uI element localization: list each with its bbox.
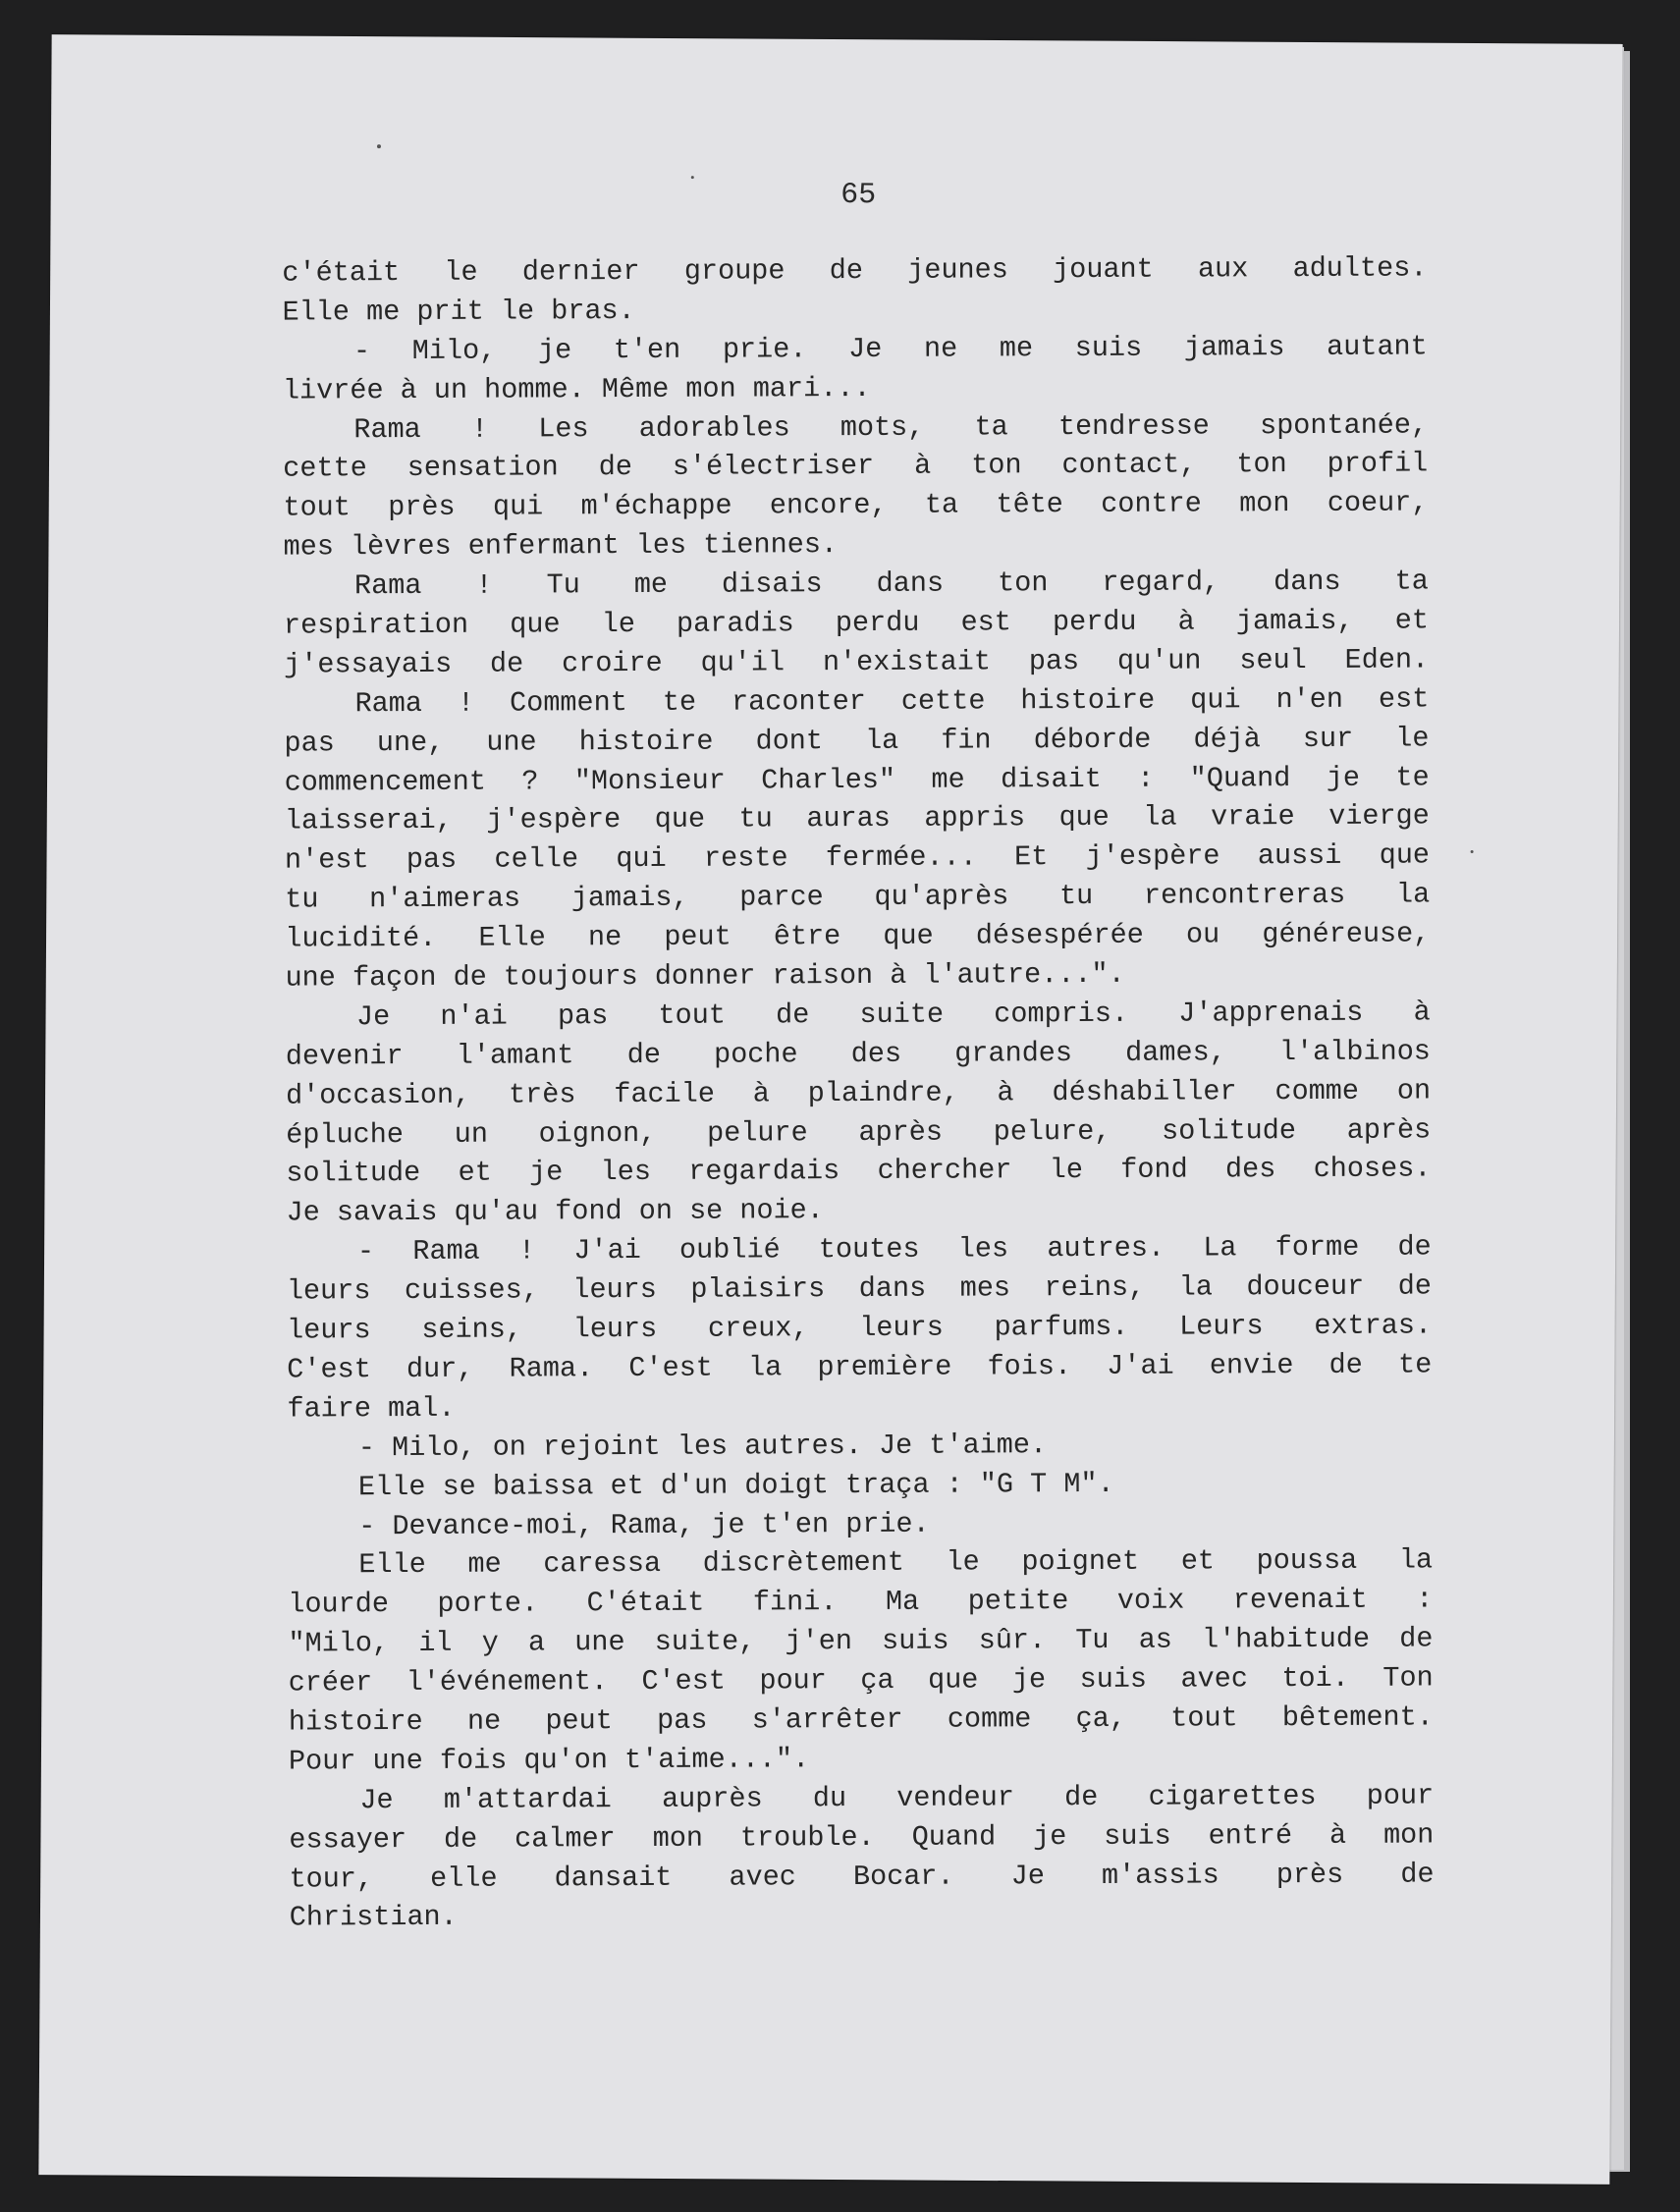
text-line: leurs cuisses, leurs plaisirs dans mes reins, la douceur de (286, 1269, 1432, 1308)
document-page (38, 34, 1622, 2185)
text-line: lucidité. Elle ne peut être que désespérée ou généreuse, (285, 917, 1431, 955)
text-line: créer l'événement. C'est pour ça que je suis avec toi. Ton (288, 1661, 1434, 1699)
text-line: Rama ! Les adorables mots, ta tendresse spontanée, (353, 408, 1429, 446)
paper-speck (1471, 850, 1474, 853)
text-line: épluche un oignon, pelure après pelure, solitude après (286, 1113, 1432, 1152)
text-line: Rama ! Tu me disais dans ton regard, dans ta (353, 565, 1429, 603)
text-line: Christian. (289, 1901, 458, 1934)
text-line: - Milo, on rejoint les autres. Je t'aime. (357, 1428, 1048, 1464)
text-line: - Milo, je t'en prie. Je ne me suis jamais autant (352, 330, 1428, 368)
text-line: n'est pas celle qui reste fermée... Et j'espère aussi que (284, 838, 1431, 877)
text-line: laisserai, j'espère que tu auras appris que la vraie vierge (284, 799, 1430, 838)
text-line: "Milo, il y a une suite, j'en suis sûr. Tu as l'habitude de (288, 1622, 1434, 1660)
text-line: C'est dur, Rama. C'est la première fois. J'ai envie de te (287, 1348, 1433, 1386)
text-line: une façon de toujours donner raison à l'autre...". (285, 957, 1125, 995)
text-line: d'occasion, très facile à plaindre, à déshabiller comme on (285, 1074, 1432, 1112)
text-line: respiration que le paradis perdu est perdu à jamais, et (283, 604, 1430, 642)
text-line: - Devance-moi, Rama, je t'en prie. (358, 1507, 930, 1542)
text-line: devenir l'amant de poche des grandes dames, l'albinos (285, 1035, 1431, 1073)
text-line: leurs seins, leurs creux, leurs parfums. Leurs extras. (287, 1309, 1433, 1347)
text-line: mes lèvres enfermant les tiennes. (283, 528, 839, 564)
text-line: tu n'aimeras jamais, parce qu'après tu rencontreras la (285, 878, 1431, 916)
text-line: Je m'attardai auprès du vendeur de cigarettes pour (359, 1779, 1435, 1816)
text-line: cette sensation de s'électriser à ton contact, ton profil (283, 447, 1429, 486)
paper-speck (377, 144, 381, 148)
page-number: 65 (840, 179, 877, 213)
text-line: pas une, une histoire dont la fin déborde déjà sur le (284, 722, 1430, 760)
text-line: j'essayais de croire qu'il n'existait pas qu'un seul Eden. (284, 643, 1430, 681)
body-text (282, 248, 1434, 1937)
text-line: lourde porte. C'était fini. Ma petite voix revenait : (288, 1583, 1434, 1621)
text-line: solitude et je les regardais chercher le fond des choses. (286, 1152, 1432, 1191)
text-line: histoire ne peut pas s'arrêter comme ça, tout bêtement. (288, 1700, 1434, 1739)
text-line: tout près qui m'échappe encore, ta tête contre mon coeur, (283, 486, 1429, 524)
text-line: Je savais qu'au fond on se noie. (286, 1194, 824, 1229)
text-line: Je n'ai pas tout de suite compris. J'apprenais à (355, 996, 1431, 1034)
text-line: tour, elle dansait avec Bocar. Je m'assis près de (289, 1857, 1435, 1896)
text-line: livrée à un homme. Même mon mari... (282, 371, 871, 407)
text-line: commencement ? "Monsieur Charles" me disait : "Quand je te (284, 761, 1430, 799)
text-line: Pour une fois qu'on t'aime...". (288, 1743, 810, 1778)
text-line: c'était le dernier groupe de jeunes jouant aux adultes. (282, 251, 1428, 290)
text-line: Elle se baissa et d'un doigt traça : "G T M". (357, 1467, 1114, 1503)
text-line: essayer de calmer mon trouble. Quand je suis entré à mon (289, 1818, 1435, 1857)
text-line: - Rama ! J'ai oublié toutes les autres. La forme de (356, 1230, 1432, 1268)
text-line: Rama ! Comment te raconter cette histoire qui n'en est (354, 682, 1430, 721)
text-line: Elle me prit le bras. (282, 294, 635, 329)
text-line: Elle me caressa discrètement le poignet et poussa la (358, 1543, 1434, 1582)
text-line: faire mal. (287, 1391, 456, 1426)
paper-speck (691, 176, 694, 179)
